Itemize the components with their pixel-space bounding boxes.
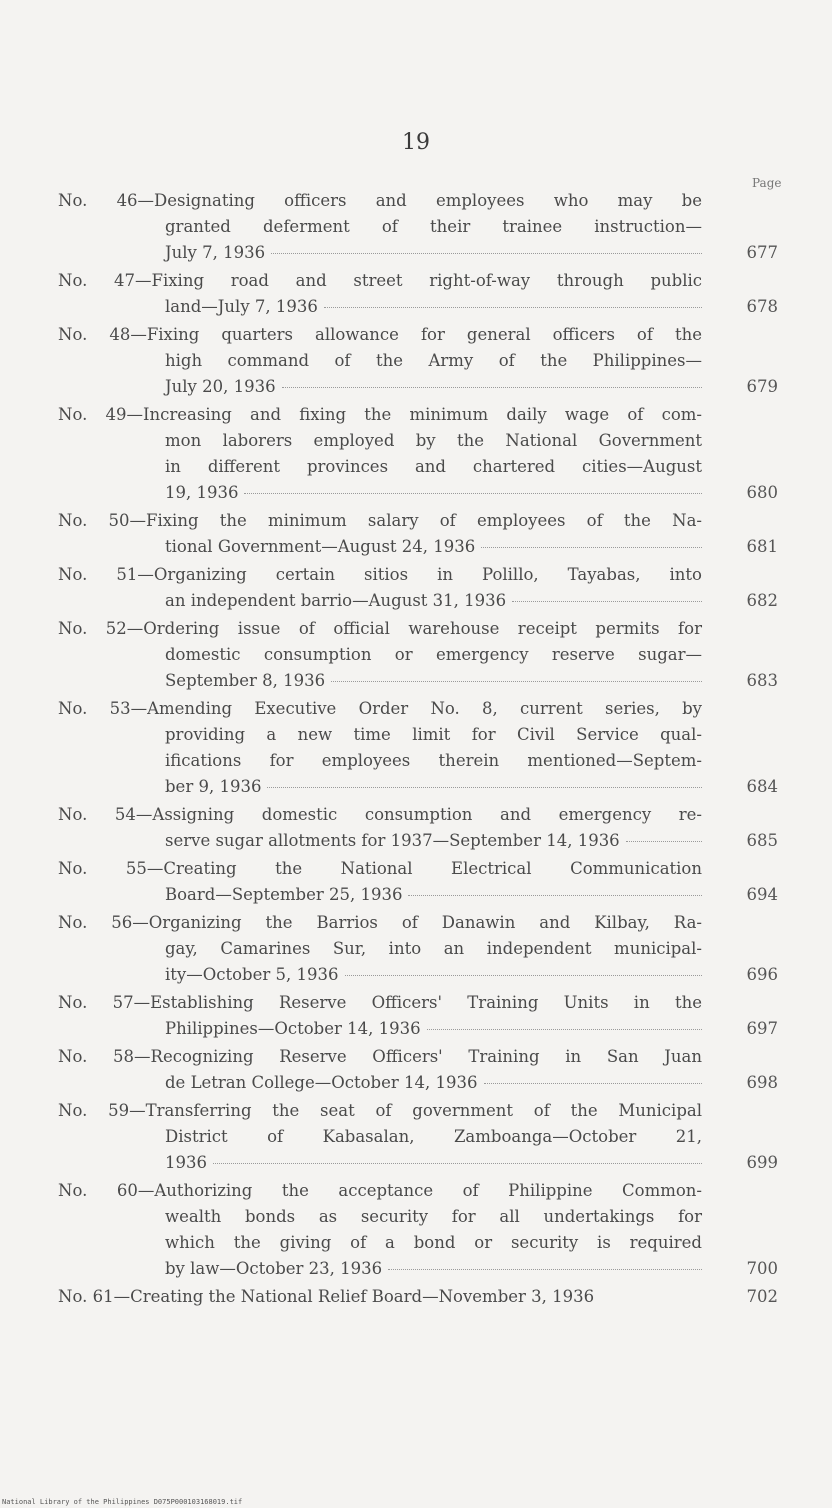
entry-date-text: by law—October 23, 1936 (165, 1259, 383, 1278)
dot-leader (324, 307, 702, 308)
entry-page-number: 698 (746, 1073, 778, 1092)
entry-continuation-line: in different provinces and chartered cities—August (165, 457, 702, 476)
dot-leader (427, 1029, 702, 1030)
entry-page-number: 677 (746, 243, 778, 262)
entry-page-number: 694 (746, 885, 778, 904)
entry-continuation-line: mon laborers employed by the National Government (165, 431, 702, 450)
entry-last-line (58, 588, 702, 614)
entry-last-line (58, 668, 702, 694)
toc-entry (58, 1044, 778, 1096)
entry-continuation-line: District of Kabasalan, Zamboanga—October 21, (165, 1127, 702, 1146)
entry-title-line: No. 48—Fixing quarters allowance for general officers of the (58, 325, 702, 344)
entry-title-line: No. 57—Establishing Reserve Officers' Training Units in the (58, 993, 702, 1012)
dot-leader (267, 787, 702, 788)
entry-last-line (58, 1284, 702, 1310)
entry-last-line (58, 1256, 702, 1282)
entry-last-line (58, 534, 702, 560)
dot-leader (331, 681, 702, 682)
toc-entry (58, 1178, 778, 1282)
scan-footer: National Library of the Philippines D075P000103168019.tif (2, 1498, 243, 1506)
toc-entry (58, 802, 778, 854)
entry-title-line: No. 53—Amending Executive Order No. 8, current series, by (58, 699, 702, 718)
entry-title-line: No. 47—Fixing road and street right-of-way through public (58, 271, 702, 290)
entry-continuation-line: providing a new time limit for Civil Service qual- (165, 725, 702, 744)
toc-entry (58, 616, 778, 694)
entry-date-text: an independent barrio—August 31, 1936 (165, 591, 507, 610)
entry-last-line (58, 1016, 702, 1042)
entry-page-number: 680 (746, 483, 778, 502)
toc-entry (58, 322, 778, 400)
entry-continuation-line: gay, Camarines Sur, into an independent municipal- (165, 939, 702, 958)
dot-leader (484, 1083, 703, 1084)
entry-continuation-line: ifications for employees therein mentioned—Septem- (165, 751, 702, 770)
toc-entry (58, 1098, 778, 1176)
page-number: 19 (402, 130, 430, 155)
entry-page-number: 699 (746, 1153, 778, 1172)
entry-date-text: serve sugar allotments for 1937—September 14, 1936 (165, 831, 620, 850)
entry-page-number: 685 (746, 831, 778, 850)
page-column-header: Page (752, 176, 782, 190)
table-of-contents (58, 188, 778, 1312)
entry-title-line: No. 50—Fixing the minimum salary of employees of the Na- (58, 511, 702, 530)
entry-title-line: No. 59—Transferring the seat of government of the Municipal (58, 1101, 702, 1120)
entry-page-number: 702 (746, 1287, 778, 1306)
dot-leader (388, 1269, 702, 1270)
entry-title-line: No. 52—Ordering issue of official warehouse receipt permits for (58, 619, 702, 638)
entry-date-text: land—July 7, 1936 (165, 297, 318, 316)
entry-last-line (58, 374, 702, 400)
entry-last-line (58, 480, 702, 506)
entry-last-line (58, 882, 702, 908)
toc-entry (58, 910, 778, 988)
dot-leader (213, 1163, 702, 1164)
entry-page-number: 682 (746, 591, 778, 610)
entry-page-number: 678 (746, 297, 778, 316)
dot-leader (512, 601, 702, 602)
entry-last-line (58, 828, 702, 854)
entry-date-text: de Letran College—October 14, 1936 (165, 1073, 478, 1092)
entry-page-number: 696 (746, 965, 778, 984)
entry-continuation-line: which the giving of a bond or security is required (165, 1233, 702, 1252)
entry-date-text: ber 9, 1936 (165, 777, 262, 796)
entry-last-line (58, 774, 702, 800)
entry-date-text: No. 61—Creating the National Relief Board—November 3, 1936 (58, 1287, 595, 1306)
entry-date-text: 19, 1936 (165, 483, 239, 502)
dot-leader (244, 493, 702, 494)
entry-continuation-line: high command of the Army of the Philippines— (165, 351, 702, 370)
toc-entry (58, 1284, 778, 1310)
entry-title-line: No. 55—Creating the National Electrical Communication (58, 859, 702, 878)
entry-title-line: No. 60—Authorizing the acceptance of Philippine Common- (58, 1181, 702, 1200)
entry-last-line (58, 1070, 702, 1096)
toc-entry (58, 268, 778, 320)
toc-entry (58, 856, 778, 908)
entry-continuation-line: granted deferment of their trainee instruction— (165, 217, 702, 236)
toc-entry (58, 508, 778, 560)
entry-page-number: 700 (746, 1259, 778, 1278)
entry-title-line: No. 56—Organizing the Barrios of Danawin and Kilbay, Ra- (58, 913, 702, 932)
entry-date-text: September 8, 1936 (165, 671, 326, 690)
entry-date-text: ity—October 5, 1936 (165, 965, 339, 984)
entry-title-line: No. 54—Assigning domestic consumption and emergency re- (58, 805, 702, 824)
entry-title-line: No. 58—Recognizing Reserve Officers' Training in San Juan (58, 1047, 702, 1066)
dot-leader (408, 895, 702, 896)
dot-leader (626, 841, 702, 842)
entry-last-line (58, 1150, 702, 1176)
entry-title-line: No. 49—Increasing and fixing the minimum daily wage of com- (58, 405, 702, 424)
entry-last-line (58, 962, 702, 988)
entry-last-line (58, 240, 702, 266)
toc-entry (58, 402, 778, 506)
entry-title-line: No. 46—Designating officers and employees who may be (58, 191, 702, 210)
dot-leader (481, 547, 702, 548)
dot-leader (271, 253, 702, 254)
entry-page-number: 679 (746, 377, 778, 396)
toc-entry (58, 188, 778, 266)
entry-date-text: tional Government—August 24, 1936 (165, 537, 476, 556)
entry-date-text: Philippines—October 14, 1936 (165, 1019, 421, 1038)
entry-continuation-line: wealth bonds as security for all undertakings for (165, 1207, 702, 1226)
dot-leader (345, 975, 703, 976)
entry-page-number: 697 (746, 1019, 778, 1038)
entry-title-line: No. 51—Organizing certain sitios in Polillo, Tayabas, into (58, 565, 702, 584)
entry-last-line (58, 294, 702, 320)
toc-entry (58, 696, 778, 800)
entry-page-number: 684 (746, 777, 778, 796)
entry-page-number: 683 (746, 671, 778, 690)
entry-date-text: July 7, 1936 (165, 243, 266, 262)
toc-entry (58, 562, 778, 614)
entry-date-text: July 20, 1936 (165, 377, 276, 396)
toc-entry (58, 990, 778, 1042)
entry-date-text: 1936 (165, 1153, 207, 1172)
entry-page-number: 681 (746, 537, 778, 556)
entry-continuation-line: domestic consumption or emergency reserve sugar— (165, 645, 702, 664)
entry-date-text: Board—September 25, 1936 (165, 885, 403, 904)
dot-leader (282, 387, 702, 388)
